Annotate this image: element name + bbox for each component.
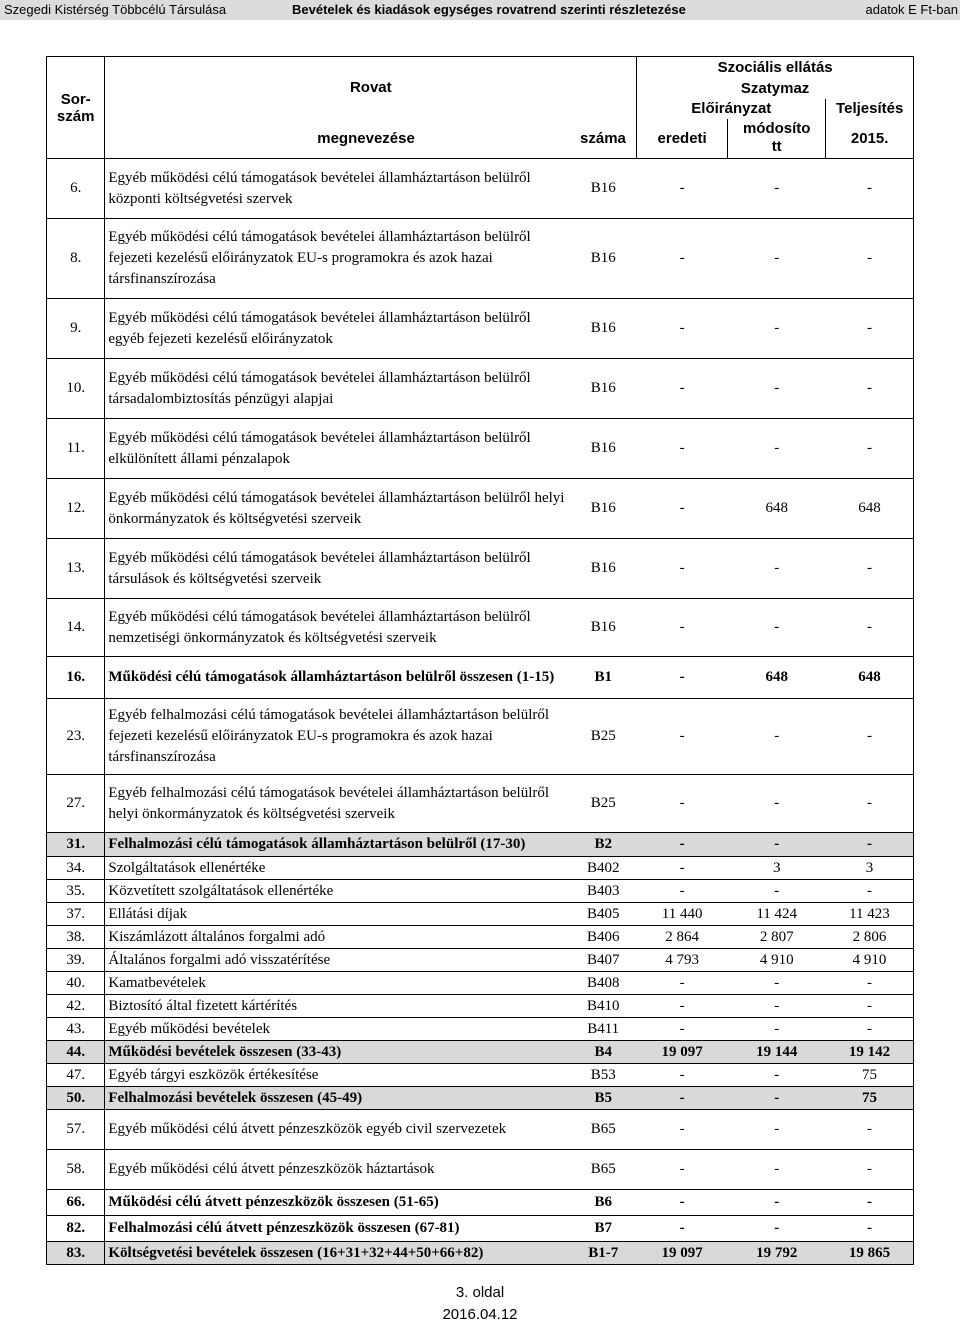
row-code: B405 [570, 903, 637, 926]
row-modified-appropriation: 19 144 [728, 1041, 826, 1064]
row-original-appropriation: - [637, 657, 728, 699]
row-description: Egyéb működési célú támogatások bevételei államháztartáson belülről fejezeti kezelésű előirányzatok EU-s programokra és azok hazai társfinanszírozása [105, 219, 570, 299]
row-original-appropriation: - [637, 1087, 728, 1110]
row-description: Ellátási díjak [105, 903, 570, 926]
row-number: 42. [47, 995, 105, 1018]
row-original-appropriation: - [637, 419, 728, 479]
table-row [47, 219, 914, 299]
col-header-eredeti: eredeti [637, 119, 728, 159]
row-number: 47. [47, 1064, 105, 1087]
row-performance: - [826, 539, 914, 599]
row-modified-appropriation: - [728, 1087, 826, 1110]
row-description: Egyéb működési célú átvett pénzeszközök egyéb civil szervezetek [105, 1110, 570, 1150]
row-original-appropriation: - [637, 699, 728, 775]
col-header-ev: 2015. [826, 119, 914, 159]
row-number: 31. [47, 833, 105, 857]
table-row [47, 857, 914, 880]
row-performance: - [826, 972, 914, 995]
row-number: 35. [47, 880, 105, 903]
row-number: 13. [47, 539, 105, 599]
row-number: 39. [47, 949, 105, 972]
table-row [47, 479, 914, 539]
row-number: 27. [47, 775, 105, 833]
row-code: B1 [570, 657, 637, 699]
table-row [47, 539, 914, 599]
row-performance: - [826, 359, 914, 419]
row-number: 50. [47, 1087, 105, 1110]
table-row [47, 359, 914, 419]
row-code: B1-7 [570, 1242, 637, 1265]
row-description: Felhalmozási bevételek összesen (45-49) [105, 1087, 570, 1110]
row-original-appropriation: - [637, 1190, 728, 1216]
row-modified-appropriation: 2 807 [728, 926, 826, 949]
row-number: 66. [47, 1190, 105, 1216]
table-row [47, 775, 914, 833]
row-description: Költségvetési bevételek összesen (16+31+32+44+50+66+82) [105, 1242, 570, 1265]
row-code: B4 [570, 1041, 637, 1064]
table-row [47, 299, 914, 359]
row-performance: 75 [826, 1064, 914, 1087]
row-code: B16 [570, 359, 637, 419]
row-number: 23. [47, 699, 105, 775]
row-code: B16 [570, 479, 637, 539]
table-row [47, 833, 914, 857]
row-number: 57. [47, 1110, 105, 1150]
row-original-appropriation: - [637, 1110, 728, 1150]
row-code: B403 [570, 880, 637, 903]
row-code: B16 [570, 599, 637, 657]
row-description: Egyéb működési célú támogatások bevételei államháztartáson belülről társadalombiztosítás pénzügyi alapjai [105, 359, 570, 419]
row-description: Általános forgalmi adó visszatérítése [105, 949, 570, 972]
row-performance: - [826, 419, 914, 479]
row-number: 14. [47, 599, 105, 657]
row-original-appropriation: 4 793 [637, 949, 728, 972]
row-original-appropriation: - [637, 1064, 728, 1087]
row-number: 37. [47, 903, 105, 926]
header-bar [0, 0, 960, 20]
row-number: 82. [47, 1216, 105, 1242]
row-original-appropriation: 19 097 [637, 1041, 728, 1064]
row-code: B53 [570, 1064, 637, 1087]
col-header-teljesites: Teljesítés [826, 99, 914, 119]
row-description: Egyéb működési célú támogatások bevételei államháztartáson belülről helyi önkormányzatok és költségvetési szerveik [105, 479, 570, 539]
row-modified-appropriation: - [728, 1018, 826, 1041]
row-modified-appropriation: 3 [728, 857, 826, 880]
row-performance: 75 [826, 1087, 914, 1110]
row-description: Biztosító által fizetett kártérítés [105, 995, 570, 1018]
row-modified-appropriation: - [728, 775, 826, 833]
row-code: B65 [570, 1110, 637, 1150]
row-modified-appropriation: - [728, 1190, 826, 1216]
table-row [47, 995, 914, 1018]
row-code: B16 [570, 299, 637, 359]
row-modified-appropriation: 11 424 [728, 903, 826, 926]
row-performance: - [826, 1150, 914, 1190]
row-original-appropriation: - [637, 995, 728, 1018]
row-modified-appropriation: - [728, 1064, 826, 1087]
row-number: 44. [47, 1041, 105, 1064]
row-modified-appropriation: - [728, 599, 826, 657]
row-performance: - [826, 1190, 914, 1216]
row-modified-appropriation: - [728, 1150, 826, 1190]
row-performance: - [826, 995, 914, 1018]
row-performance: - [826, 1018, 914, 1041]
footer-page: 3. oldal [455, 1284, 505, 1301]
row-modified-appropriation: - [728, 539, 826, 599]
col-header-megnevezese: megnevezése [105, 119, 570, 159]
row-description: Egyéb működési célú támogatások bevételei államháztartáson belülről nemzetiségi önkormányzatok és költségvetési szerveik [105, 599, 570, 657]
row-performance: - [826, 880, 914, 903]
header-organization: Szegedi Kistérség Többcélú Társulása [4, 2, 227, 17]
row-description: Egyéb működési célú átvett pénzeszközök háztartások [105, 1150, 570, 1190]
row-code: B16 [570, 159, 637, 219]
row-number: 11. [47, 419, 105, 479]
row-performance: - [826, 1110, 914, 1150]
row-code: B25 [570, 775, 637, 833]
row-code: B411 [570, 1018, 637, 1041]
row-code: B16 [570, 419, 637, 479]
row-original-appropriation: - [637, 539, 728, 599]
row-code: B406 [570, 926, 637, 949]
row-performance: 3 [826, 857, 914, 880]
row-code: B25 [570, 699, 637, 775]
row-performance: - [826, 775, 914, 833]
row-description: Egyéb működési célú támogatások bevételei államháztartáson belülről elkülönített állami pénzalapok [105, 419, 570, 479]
row-number: 6. [47, 159, 105, 219]
row-code: B65 [570, 1150, 637, 1190]
row-original-appropriation: 19 097 [637, 1242, 728, 1265]
row-modified-appropriation: 648 [728, 479, 826, 539]
table-row [47, 1242, 914, 1265]
row-modified-appropriation: 4 910 [728, 949, 826, 972]
row-original-appropriation: - [637, 219, 728, 299]
row-original-appropriation: - [637, 775, 728, 833]
row-original-appropriation: - [637, 299, 728, 359]
row-number: 38. [47, 926, 105, 949]
row-modified-appropriation: 19 792 [728, 1242, 826, 1265]
table-row [47, 972, 914, 995]
row-original-appropriation: - [637, 479, 728, 539]
row-number: 16. [47, 657, 105, 699]
table-row [47, 903, 914, 926]
row-performance: - [826, 599, 914, 657]
row-performance: 648 [826, 479, 914, 539]
row-original-appropriation: 11 440 [637, 903, 728, 926]
col-header-szatymaz: Szatymaz [637, 79, 914, 99]
row-number: 43. [47, 1018, 105, 1041]
table-row [47, 657, 914, 699]
row-code: B5 [570, 1087, 637, 1110]
footer-date: 2016.04.12 [442, 1306, 518, 1323]
row-number: 8. [47, 219, 105, 299]
row-description: Felhalmozási célú támogatások államháztartáson belülről (17-30) [105, 833, 570, 857]
table-row [47, 1064, 914, 1087]
row-original-appropriation: - [637, 972, 728, 995]
row-original-appropriation: - [637, 1216, 728, 1242]
row-original-appropriation: - [637, 359, 728, 419]
row-modified-appropriation: - [728, 419, 826, 479]
row-description: Egyéb működési célú támogatások bevételei államháztartáson belülről központi költségvetési szervek [105, 159, 570, 219]
row-original-appropriation: - [637, 599, 728, 657]
row-performance: - [826, 299, 914, 359]
table-row [47, 1216, 914, 1242]
row-modified-appropriation: - [728, 699, 826, 775]
row-description: Működési célú támogatások államháztartáson belülről összesen (1-15) [105, 657, 570, 699]
table-row [47, 419, 914, 479]
row-original-appropriation: - [637, 880, 728, 903]
row-description: Közvetített szolgáltatások ellenértéke [105, 880, 570, 903]
row-description: Kamatbevételek [105, 972, 570, 995]
row-code: B407 [570, 949, 637, 972]
row-modified-appropriation: - [728, 833, 826, 857]
row-performance: 11 423 [826, 903, 914, 926]
row-number: 83. [47, 1242, 105, 1265]
row-code: B16 [570, 219, 637, 299]
row-performance: - [826, 833, 914, 857]
revenue-table [46, 56, 914, 1265]
header-units: adatok E Ft-ban [865, 2, 958, 17]
row-number: 34. [47, 857, 105, 880]
row-description: Egyéb működési célú támogatások bevételei államháztartáson belülről egyéb fejezeti kezelésű előirányzatok [105, 299, 570, 359]
row-description: Egyéb működési célú támogatások bevételei államháztartáson belülről társulások és költségvetési szerveik [105, 539, 570, 599]
row-number: 40. [47, 972, 105, 995]
row-number: 10. [47, 359, 105, 419]
row-code: B6 [570, 1190, 637, 1216]
row-number: 9. [47, 299, 105, 359]
table-row [47, 1150, 914, 1190]
row-modified-appropriation: - [728, 159, 826, 219]
table-row [47, 1041, 914, 1064]
row-performance: - [826, 159, 914, 219]
row-description: Egyéb felhalmozási célú támogatások bevételei államháztartáson belülről helyi önkormányzatok és költségvetési szerveik [105, 775, 570, 833]
row-modified-appropriation: - [728, 299, 826, 359]
row-code: B2 [570, 833, 637, 857]
table-row [47, 1190, 914, 1216]
col-header-sorszam: Sor- szám [47, 57, 105, 159]
row-original-appropriation: - [637, 857, 728, 880]
row-description: Egyéb tárgyi eszközök értékesítése [105, 1064, 570, 1087]
row-modified-appropriation: - [728, 1216, 826, 1242]
row-performance: - [826, 219, 914, 299]
col-header-szocialis: Szociális ellátás [637, 57, 914, 79]
row-performance: 19 865 [826, 1242, 914, 1265]
col-header-eloiranyzat: Előirányzat [637, 99, 826, 119]
row-description: Egyéb működési bevételek [105, 1018, 570, 1041]
row-number: 58. [47, 1150, 105, 1190]
row-code: B402 [570, 857, 637, 880]
row-code: B408 [570, 972, 637, 995]
row-code: B16 [570, 539, 637, 599]
row-performance: 19 142 [826, 1041, 914, 1064]
row-code: B410 [570, 995, 637, 1018]
row-modified-appropriation: - [728, 359, 826, 419]
col-header-modositott: módosíto tt [728, 119, 826, 159]
row-code: B7 [570, 1216, 637, 1242]
row-performance: 648 [826, 657, 914, 699]
row-performance: 4 910 [826, 949, 914, 972]
table-row [47, 949, 914, 972]
row-modified-appropriation: - [728, 219, 826, 299]
table-row [47, 1110, 914, 1150]
row-original-appropriation: - [637, 1018, 728, 1041]
header-title: Bevételek és kiadások egységes rovatrend szerinti részletezése [292, 2, 686, 17]
row-modified-appropriation: - [728, 995, 826, 1018]
table-row [47, 1018, 914, 1041]
col-header-rovat: Rovat [105, 57, 637, 119]
row-modified-appropriation: - [728, 972, 826, 995]
row-modified-appropriation: - [728, 880, 826, 903]
row-original-appropriation: - [637, 159, 728, 219]
table-row [47, 159, 914, 219]
row-description: Felhalmozási célú átvett pénzeszközök összesen (67-81) [105, 1216, 570, 1242]
table-row [47, 926, 914, 949]
row-original-appropriation: - [637, 833, 728, 857]
row-description: Szolgáltatások ellenértéke [105, 857, 570, 880]
table-row [47, 880, 914, 903]
row-performance: 2 806 [826, 926, 914, 949]
row-original-appropriation: 2 864 [637, 926, 728, 949]
row-description: Kiszámlázott általános forgalmi adó [105, 926, 570, 949]
row-performance: - [826, 1216, 914, 1242]
table-row [47, 1087, 914, 1110]
row-modified-appropriation: 648 [728, 657, 826, 699]
table-row [47, 699, 914, 775]
row-number: 12. [47, 479, 105, 539]
row-modified-appropriation: - [728, 1110, 826, 1150]
row-description: Működési célú átvett pénzeszközök összesen (51-65) [105, 1190, 570, 1216]
col-header-szama: száma [580, 129, 626, 147]
table-row [47, 599, 914, 657]
row-description: Egyéb felhalmozási célú támogatások bevételei államháztartáson belülről fejezeti kezelésű előirányzatok EU-s programokra és azok hazai társfinanszírozása [105, 699, 570, 775]
row-description: Működési bevételek összesen (33-43) [105, 1041, 570, 1064]
row-original-appropriation: - [637, 1150, 728, 1190]
row-performance: - [826, 699, 914, 775]
